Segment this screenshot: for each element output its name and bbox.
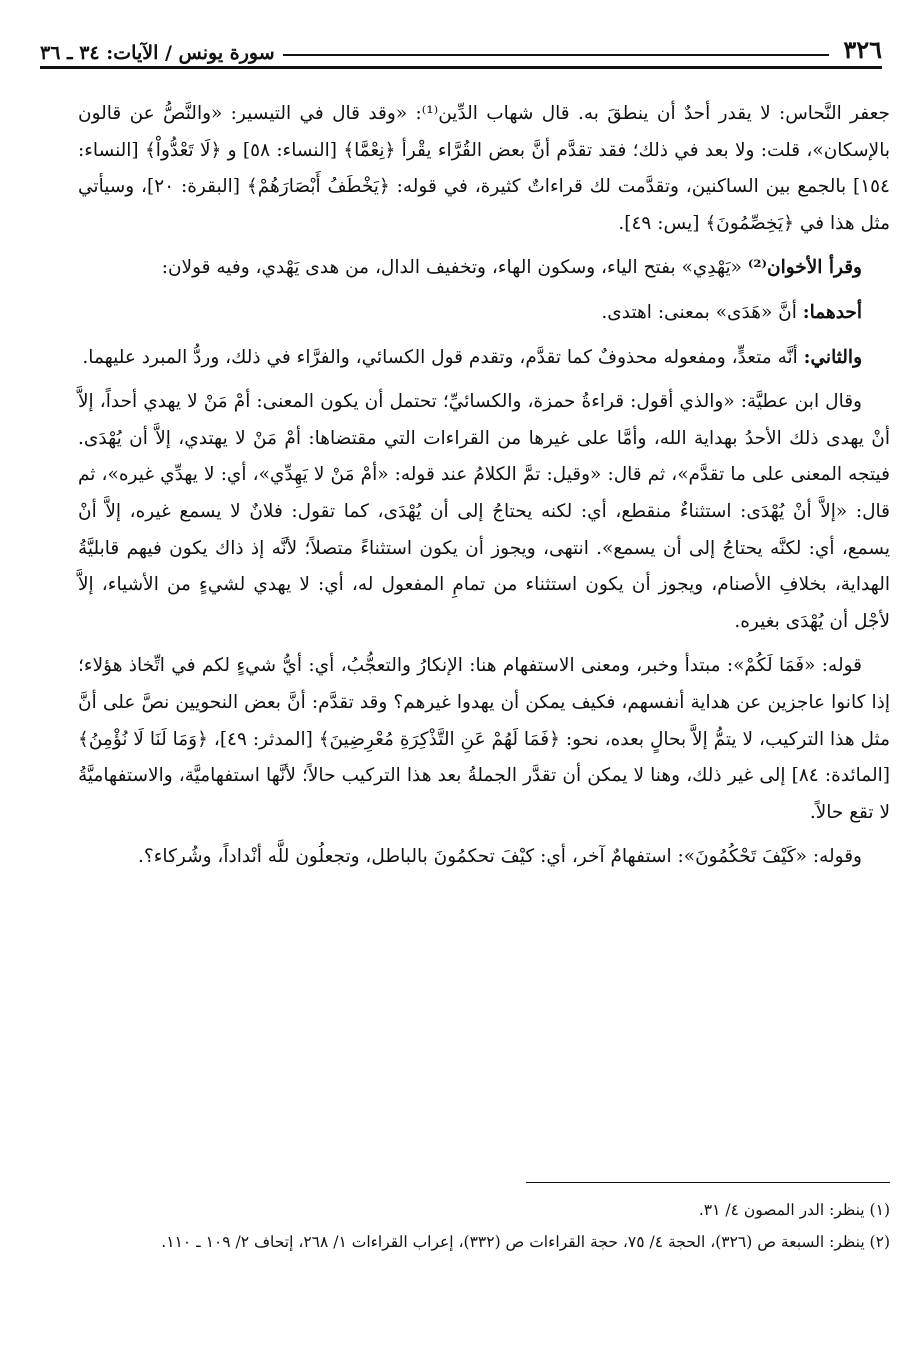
paragraph-text: قوله: «فَمَا لَكُمْ»: مبتدأ وخبر، ومعنى الاستفهام هنا: الإنكارُ والتعجُّبُ، أي: أيُّ شيءٍ لكم في اتِّخاذ هؤلاء؛ إذا كانوا عاجزين عن هداية أنفسهم، فكيف يمكن أن يهدوا غيرهم؟ وقد تقدَّم: أنَّ بعض النحويين نصَّ على أنَّ مثل هذا التركيب، لا يتمُّ إلاَّ بحالٍ بعده، نحو: ﴿فَمَا لَهُمْ عَنِ التَّذْكِرَةِ مُعْرِضِينَ﴾ [المدثر: ٤٩]، ﴿وَمَا لَنَا لَا نُؤْمِنُ﴾ [المائدة: ٨٤] إلى غير ذلك، وهنا لا يمكن أن تقدَّر الجملةُ بعد هذا التركيب حالاً؛ لأنَّها استفهاميَّة، والاستفهاميَّةُ لا تقع حالاً. (78, 655, 890, 823)
header-line (283, 54, 830, 56)
paragraph-text: أنَّ «هَدَى» بمعنى: اهتدى. (601, 301, 803, 323)
paragraph-text: وقال ابن عطيَّة: «والذي أقول: قراءةُ حمزة، والكسائيِّ؛ تحتمل أن يكون المعنى: أمْ مَنْ لا يهدي أحداً، إلاَّ أنْ يهدى ذلك الأحدُ بهداية الله، وأمَّا على غيرها من القراءات التي مقتضاها: أمْ مَنْ لا يهتدي، إلاَّ أن يُهْدَى. فيتجه المعنى على ما تقدَّم»، ثم قال: «وقيل: تمَّ الكلامُ عند قوله: «أمْ مَنْ لا يَهِدِّي»، أي: لا يهدِّي غيره»، ثم قال: «إلاَّ أنْ يُهْدَى: استثناءٌ منقطع، أي: لكنه يحتاجُ إلى أن يُهْدَى، كما تقول: فلانٌ لا يسمع غيره، إلاَّ أنْ يسمع، أي: لكنَّه يحتاجُ إلى أن يسمع». انتهى، ويجوز أن يكون استثناءً متصلاً؛ لأنَّه إذ ذاك يكون فيهم قابليَّةُ الهداية، بخلافِ الأصنام، ويجوز أن يكون استثناء من تمامِ المفعول له، أي: لا يهدي لشيءٍ من الأشياء، إلاَّ لأجْل أن يُهْدَى بغيره. (78, 391, 890, 632)
paragraph-1 (78, 96, 890, 242)
paragraph-3 (78, 295, 890, 332)
paragraph-7 (78, 839, 890, 876)
footnotes (78, 1194, 890, 1258)
paragraph-5 (78, 384, 890, 640)
paragraph-lead: والثاني: (803, 346, 862, 368)
paragraph-2 (78, 250, 890, 287)
footnote-1: (١) ينظر: الدر المصون ٤/ ٣١. (698, 1201, 890, 1219)
main-text (78, 96, 890, 884)
paragraph-text: جعفر النَّحاس: لا يقدر أحدٌ أن ينطقَ به. قال شهاب الدِّين⁽¹⁾: «وقد قال في التيسير: «والنَّصُّ عن قالون بالإسكان»، قلت: ولا بعد في ذلك؛ فقد تقدَّم أنَّ بعض القُرَّاء يقْرأ ﴿نِعْمَّا﴾ [النساء: ٥٨] و ﴿لَا تَعْدُّواْ﴾ [النساء: ١٥٤] بالجمع بين الساكنين، وتقدَّمت لك قراءاتٌ كثيرة، في قوله: ﴿يَخْطَفُ أَبْصَارَهُمْ﴾ [البقرة: ٢٠]، وسيأتي مثل هذا في ﴿يَخِصِّمُونَ﴾ [يس: ٤٩]. (78, 103, 890, 234)
paragraph-text: «يَهْدِي» بفتح الياء، وسكون الهاء، وتخفيف الدال، من هدى يَهْدي، وفيه قولان: (161, 257, 748, 279)
paragraph-lead: أحدهما: (802, 301, 862, 323)
paragraph-4 (78, 340, 890, 377)
header-title: سورة يونس / الآيات: ٣٤ ـ ٣٦ (40, 42, 275, 64)
footnote-2: (٢) ينظر: السبعة ص (٣٢٦)، الحجة ٤/ ٧٥، حجة القراءات ص (٣٣٢)، إعراب القراءات ١/ ٢٦٨، إتحاف ٢/ ١٠٩ ـ ١١٠. (161, 1233, 890, 1251)
footnote-rule (526, 1182, 890, 1183)
paragraph-text: وقوله: «كَيْفَ تَحْكُمُونَ»: استفهامٌ آخر، أي: كيْفَ تحكمُونَ بالباطل، وتجعلُون للَّه أنْداداً، وشُركاء؟. (138, 846, 862, 868)
paragraph-6 (78, 648, 890, 831)
page-number: ٣٢٦ (843, 35, 882, 64)
paragraph-lead: وقرأ الأخوان⁽²⁾ (747, 257, 862, 279)
paragraph-text: أنَّه متعدٍّ، ومفعوله محذوفٌ كما تقدَّم، وتقدم قول الكسائي، والفرَّاء في ذلك، وردُّ المبرد عليهما. (82, 346, 804, 368)
running-header (40, 28, 882, 64)
header-rule (40, 66, 882, 69)
